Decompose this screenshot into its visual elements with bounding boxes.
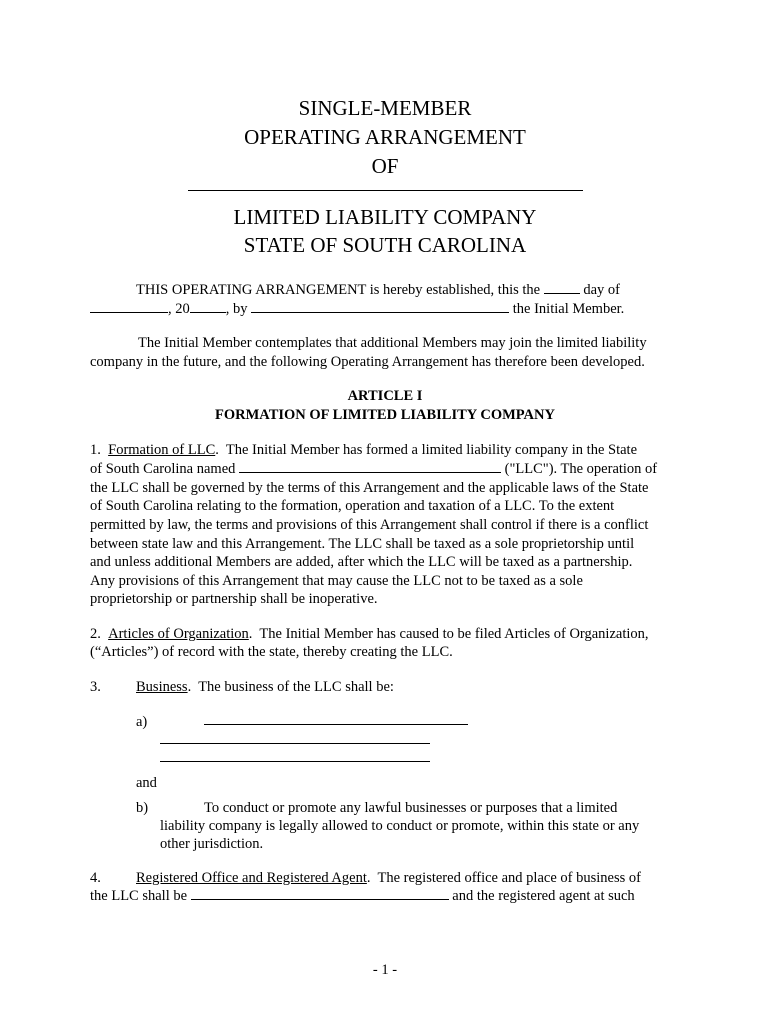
section-4-text: The registered office and place of business of [377,870,641,886]
month-blank [90,300,168,313]
business-blank-3 [160,749,430,762]
section-1-line-3: the LLC shall be governed by the terms of this Arrangement and the applicable laws of the State [90,480,649,496]
section-4-text: and the registered agent at such [452,888,635,904]
intro-line-1 [136,281,620,300]
section-4-line-1: Registered Office and Registered Agent. The registered office and place of business of [136,870,641,886]
doc-title-line-5: STATE OF SOUTH CAROLINA [243,233,527,257]
section-1-line-6: between state law and this Arrangement. The LLC shall be taxed as a sole proprietorship until [90,536,635,552]
section-2-heading: Articles of Organization [108,626,249,642]
section-1-line-1: 1. Formation of LLC. The Initial Member has formed a limited liability company in the State [90,442,638,458]
intro-line-2 [90,300,624,319]
article-number: ARTICLE I [347,388,423,404]
section-2-line-1: 2. Articles of Organization. The Initial Member has caused to be filed Articles of Organization, [90,626,649,642]
section-1-line-8: Any provisions of this Arrangement that may cause the LLC not to be taxed as a sole [90,573,583,589]
section-4-heading: Registered Office and Registered Agent [136,870,367,886]
section-2-text: The Initial Member has caused to be filed Articles of Organization, [259,626,649,642]
section-1-number: 1. [90,442,101,458]
item-a-label: a) [136,714,148,730]
section-1-heading: Formation of LLC [108,442,216,458]
item-b-line-1: To conduct or promote any lawful businesses or purposes that a limited [204,800,618,816]
section-1-line-2 [90,460,680,479]
llc-name-blank [239,460,501,473]
business-blank-2 [160,731,430,744]
section-1-text: of South Carolina named [90,461,236,477]
section-4-text: the LLC shall be [90,888,188,904]
doc-title-line-3: OF [371,154,399,178]
section-1-line-7: and unless additional Members are added, after which the LLC will be taxed as a partnership. [90,554,633,570]
day-blank [544,281,580,294]
item-b-label: b) [136,800,149,816]
section-1-text: The Initial Member has formed a limited liability company in the State [225,442,638,458]
intro-text-1: THIS OPERATING ARRANGEMENT is hereby established, this the [136,282,541,298]
article-title: FORMATION OF LIMITED LIABILITY COMPANY [215,407,555,423]
section-1-line-9: proprietorship or partnership shall be inoperative. [90,591,378,607]
section-3-text: The business of the LLC shall be: [198,679,394,695]
page-number: - 1 - [372,962,398,978]
section-1-line-4: of South Carolina relating to the formation, operation and taxation of a LLC. To the extent [90,498,615,514]
item-b-line-2: liability company is legally allowed to conduct or promote, within this state or any [160,818,640,834]
intro-text-2: day of [583,282,620,298]
contemplation-line-2: company in the future, and the following Operating Arrangement has therefore been developed. [90,354,645,370]
intro-text-4: , by [225,301,248,317]
section-3-heading: Business [136,679,188,695]
section-4-line-2 [90,887,635,906]
and-label: and [136,775,157,791]
doc-title-line-4: LIMITED LIABILITY COMPANY [233,205,537,229]
registered-office-blank [191,887,449,900]
contemplation-line-1: The Initial Member contemplates that additional Members may join the limited liability [138,335,647,351]
section-3-number: 3. [90,679,101,695]
member-blank [251,300,509,313]
item-b-line-3: other jurisdiction. [160,836,264,852]
year-blank [190,300,226,313]
doc-title-line-1: SINGLE-MEMBER [298,96,472,120]
section-3-line-1: Business. The business of the LLC shall be: [136,679,394,695]
section-4-number: 4. [90,870,101,886]
intro-text-3: , 20 [168,301,190,317]
doc-title-line-2: OPERATING ARRANGEMENT [244,125,526,149]
intro-text-5: the Initial Member. [512,301,625,317]
section-2-number: 2. [90,626,101,642]
section-2-line-2: (“Articles”) of record with the state, thereby creating the LLC. [90,644,453,660]
company-name-blank [188,190,583,191]
section-1-text: ("LLC"). The operation of [504,461,658,477]
business-blank-1 [204,712,468,725]
section-1-line-5: permitted by law, the terms and provisions of this Arrangement shall control if there is a conflict [90,517,649,533]
